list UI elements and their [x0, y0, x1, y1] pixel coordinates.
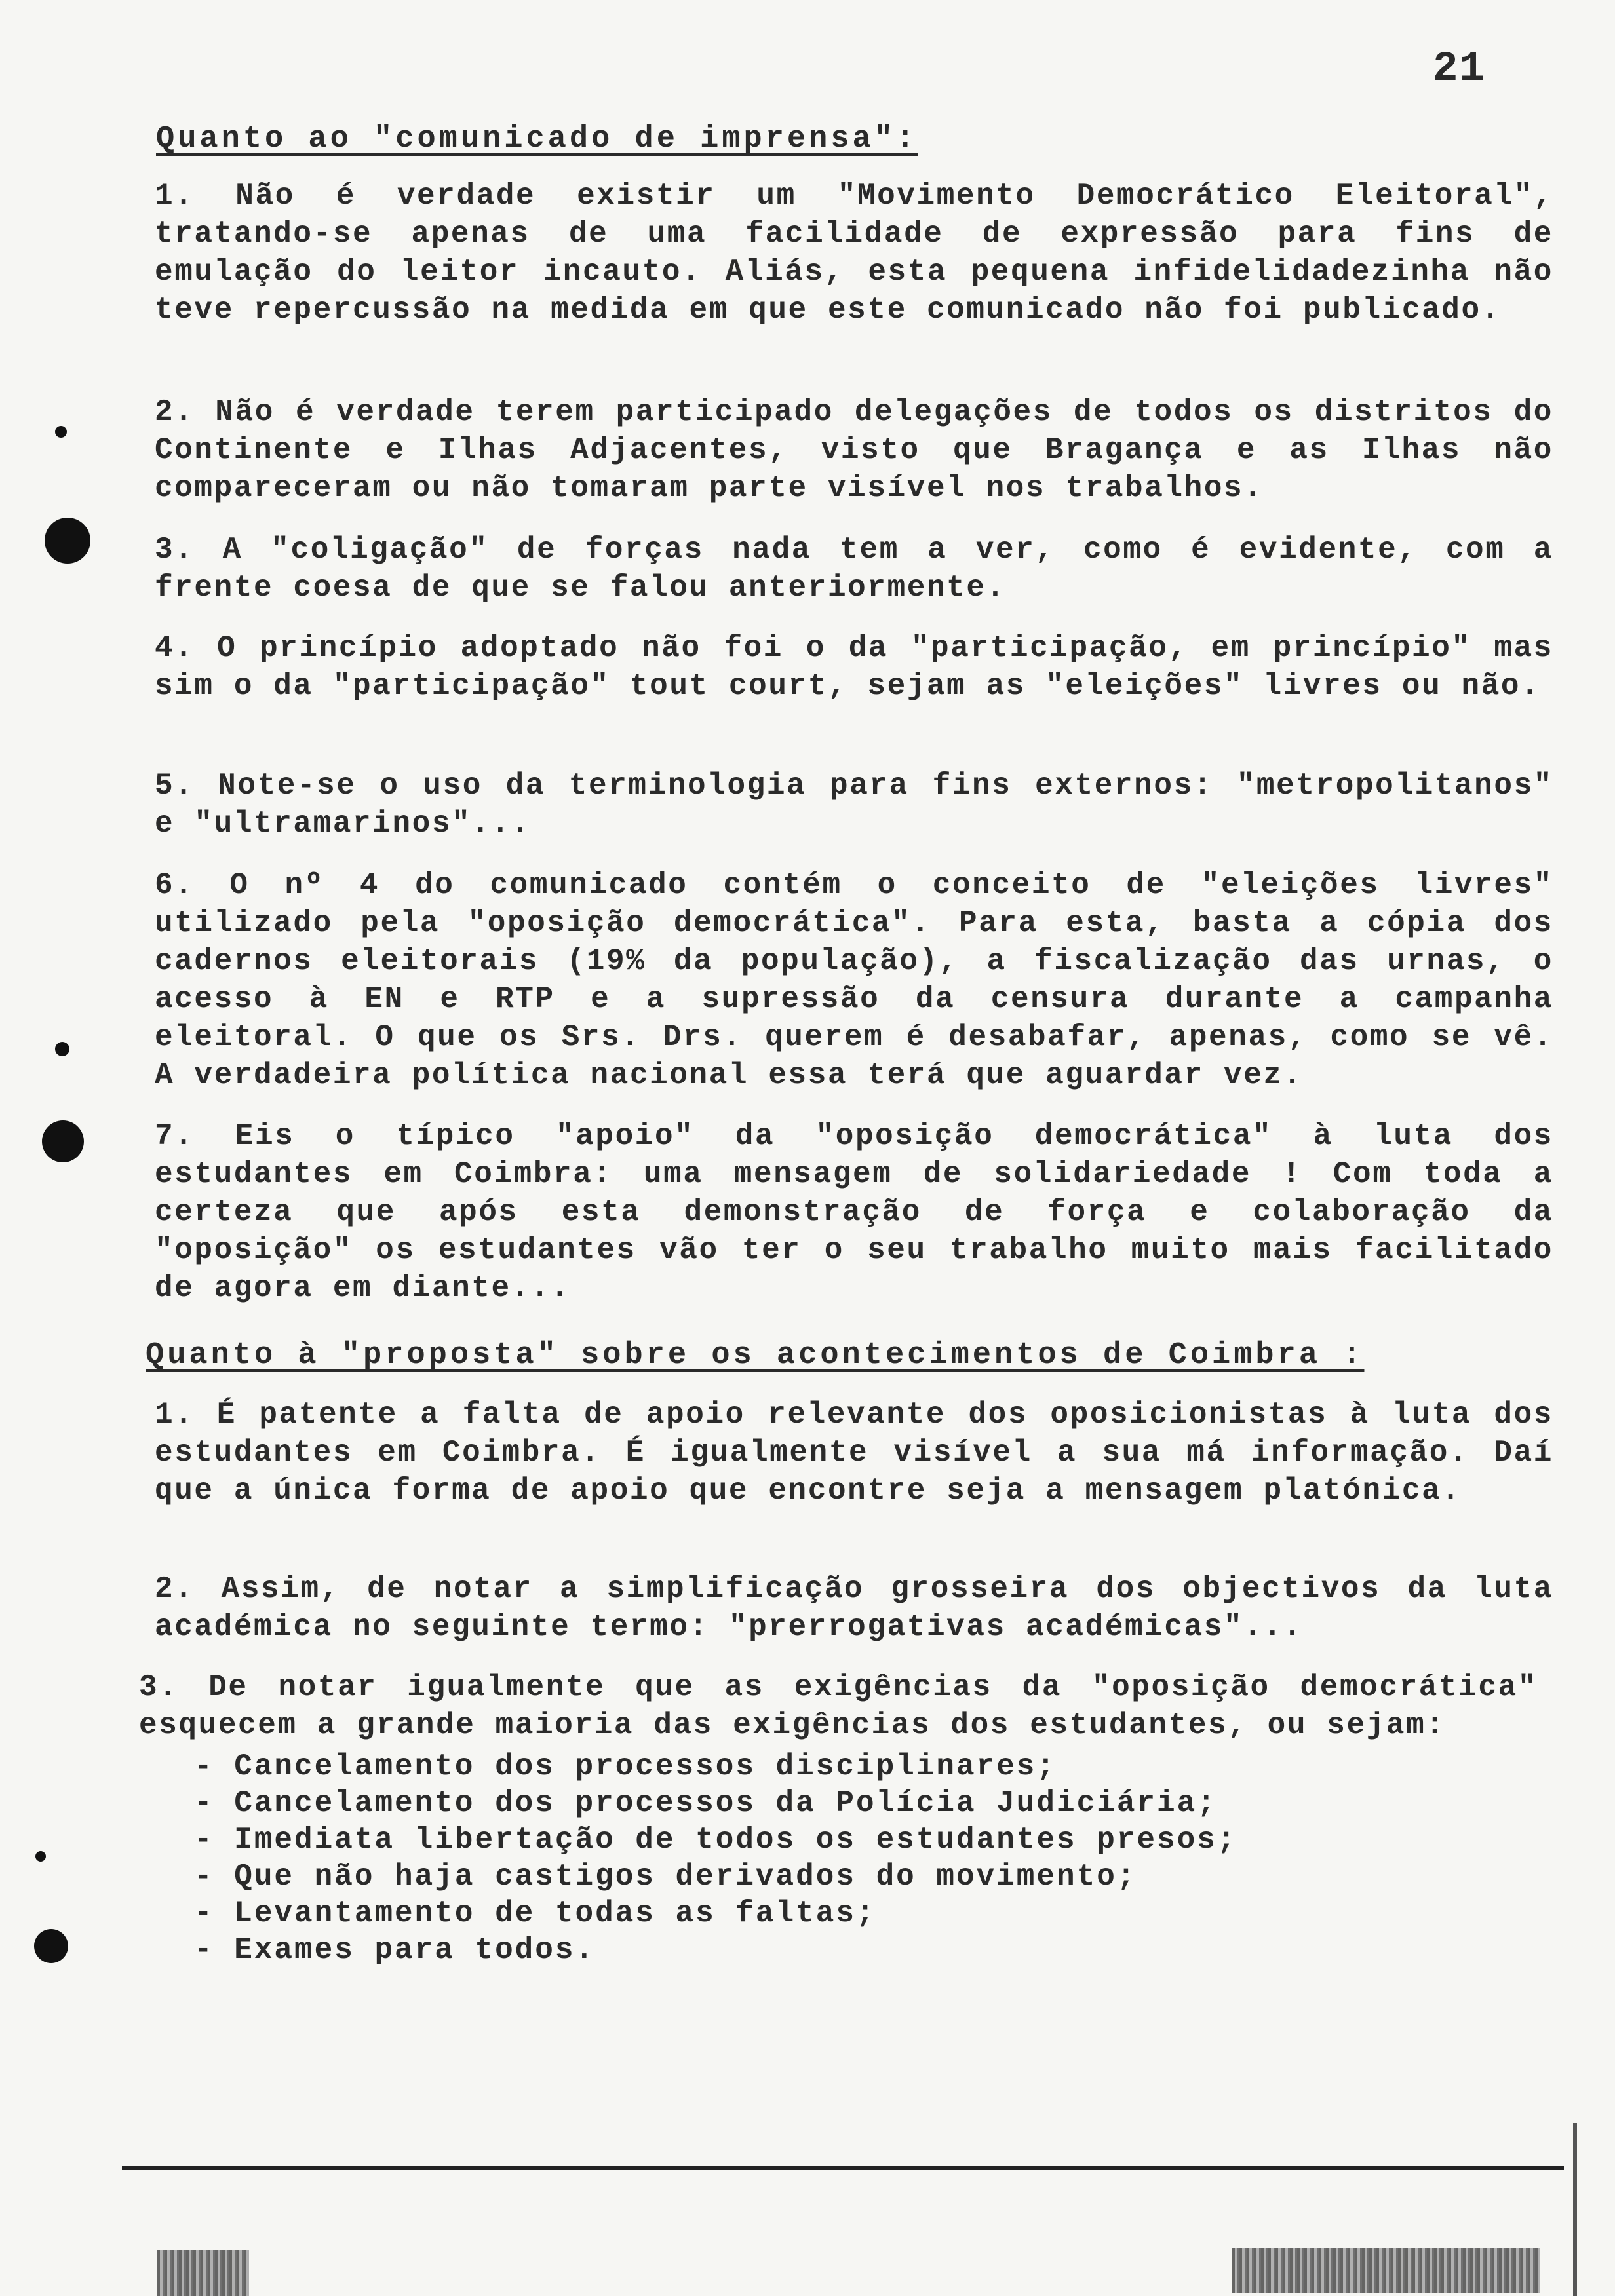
scan-smudge — [157, 2250, 249, 2296]
punch-hole-mark — [35, 1851, 46, 1862]
punch-hole-mark — [42, 1120, 84, 1162]
list-item: - Levantamento de todas as faltas; — [194, 1895, 1237, 1932]
section-heading-proposta: Quanto à "proposta" sobre os acontecimentos de Coimbra : — [146, 1338, 1365, 1373]
page-edge — [1573, 2123, 1577, 2296]
page-number: 21 — [1433, 46, 1486, 93]
demands-list — [194, 1748, 1237, 1968]
paragraph-4: 4. O princípio adoptado não foi o da "participação, em princípio" mas sim o da "participação" tout court, sejam as "eleições" livres ou não. — [155, 631, 1553, 703]
paragraph-7: 7. Eis o típico "apoio" da "oposição democrática" à luta dos estudantes em Coimbra: uma mensagem de solidariedade ! Com toda a certeza que após esta demonstração de força e colaboração da "oposição" os estudantes vão ter o seu trabalho muito mais facilitado de agora em diante... — [155, 1119, 1553, 1305]
proposta-paragraph-1: 1. É patente a falta de apoio relevante dos oposicionistas à luta dos estudantes em Coimbra. É igualmente visível a sua má informação. Daí que a única forma de apoio que encontre seja a mensagem platónica. — [155, 1398, 1553, 1508]
paragraph-6: 6. O nº 4 do comunicado contém o conceito de "eleições livres" utilizado pela "oposição democrática". Para esta, basta a cópia dos cadernos eleitorais (19% da população), a fiscalização das urnas, o acesso à EN e RTP e a supressão da censura durante a campanha eleitoral. O que os Srs. Drs. querem é desabafar, apenas, como se vê. A verdadeira política nacional essa terá que aguardar vez. — [155, 868, 1553, 1092]
punch-hole-mark — [55, 1042, 69, 1056]
list-item: - Que não haja castigos derivados do movimento; — [194, 1858, 1237, 1895]
proposta-paragraph-3: 3. De notar igualmente que as exigências da "oposição democrática" esquecem a grande maioria das exigências dos estudantes, ou sejam: — [139, 1670, 1538, 1742]
proposta-paragraph-2: 2. Assim, de notar a simplificação grosseira dos objectivos da luta académica no seguinte termo: "prerrogativas académicas"... — [155, 1572, 1553, 1644]
punch-hole-mark — [55, 426, 67, 438]
paragraph-2: 2. Não é verdade terem participado delegações de todos os distritos do Continente e Ilhas Adjacentes, visto que Bragança e as Ilhas não compareceram ou não tomaram parte visível nos trabalhos. — [155, 395, 1553, 505]
paragraph-3: 3. A "coligação" de forças nada tem a ver, como é evidente, com a frente coesa de que se falou anteriormente. — [155, 533, 1553, 605]
list-item: - Cancelamento dos processos da Polícia Judiciária; — [194, 1785, 1237, 1822]
paragraph-5: 5. Note-se o uso da terminologia para fins externos: "metropolitanos" e "ultramarinos"... — [155, 769, 1553, 841]
punch-hole-mark — [45, 518, 90, 564]
list-item: - Cancelamento dos processos disciplinares; — [194, 1748, 1237, 1785]
section-heading-comunicado: Quanto ao "comunicado de imprensa": — [156, 122, 918, 157]
list-item: - Exames para todos. — [194, 1932, 1237, 1968]
paragraph-1: 1. Não é verdade existir um "Movimento Democrático Eleitoral", tratando-se apenas de uma facilidade de expressão para fins de emulação do leitor incauto. Aliás, esta pequena infidelidadezinha não teve repercussão na medida em que este comunicado não foi publicado. — [155, 179, 1553, 327]
list-item: - Imediata libertação de todos os estudantes presos; — [194, 1822, 1237, 1858]
bottom-rule — [122, 2166, 1564, 2170]
scan-smudge — [1232, 2248, 1540, 2293]
punch-hole-mark — [34, 1929, 68, 1963]
